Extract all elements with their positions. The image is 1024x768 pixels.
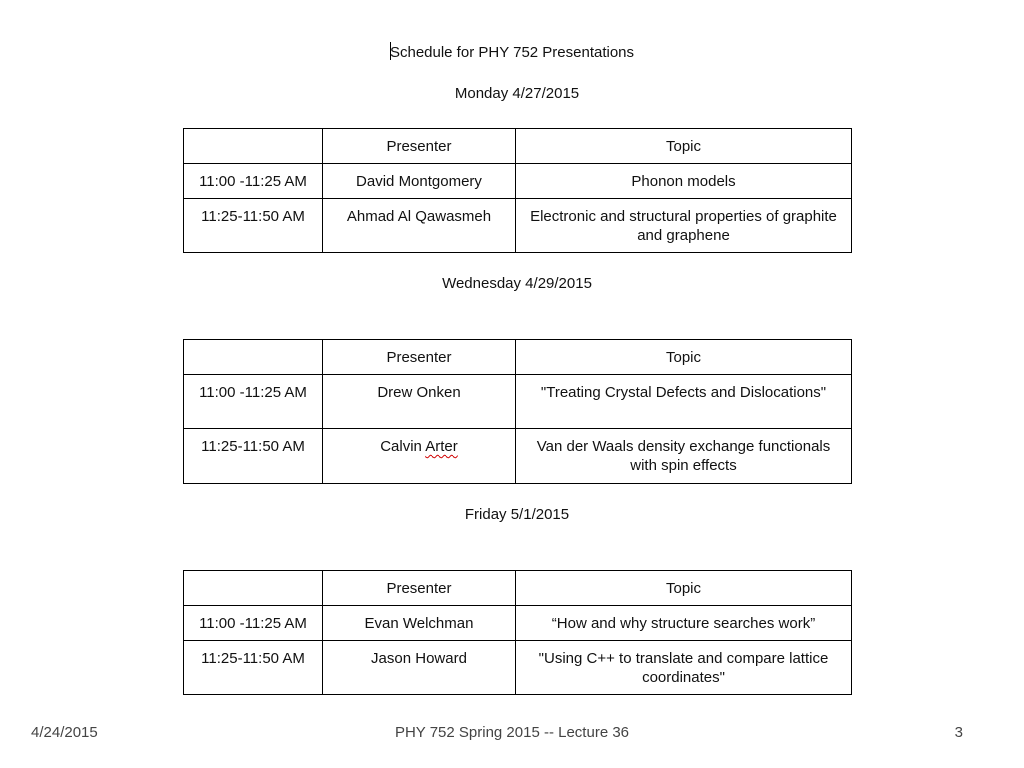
day-heading-monday: Monday 4/27/2015	[454, 85, 580, 102]
schedule-table-wednesday	[183, 339, 852, 484]
topic-cell: Van der Waals density exchange functionals with spin effects	[516, 429, 852, 484]
topic-column-header: Topic	[516, 129, 852, 164]
table-row	[184, 164, 852, 199]
presenter-cell	[323, 429, 516, 484]
presenter-last-name-spellcheck: Arter	[425, 438, 458, 455]
time-cell: 11:25-11:50 AM	[184, 641, 323, 695]
presenter-column-header: Presenter	[323, 129, 516, 164]
time-column-header	[184, 340, 323, 375]
document-title	[0, 42, 1024, 61]
day-heading-wednesday: Wednesday 4/29/2015	[442, 275, 592, 292]
table-header-row	[184, 571, 852, 606]
table-row	[184, 606, 852, 641]
time-cell: 11:00 -11:25 AM	[184, 164, 323, 199]
time-cell: 11:25-11:50 AM	[184, 429, 323, 484]
time-cell: 11:00 -11:25 AM	[184, 606, 323, 641]
table-row	[184, 641, 852, 695]
presenter-column-header: Presenter	[323, 571, 516, 606]
schedule-table-monday	[183, 128, 852, 253]
footer-page-number: 3	[954, 724, 963, 741]
topic-cell: “How and why structure searches work”	[516, 606, 852, 641]
time-column-header	[184, 571, 323, 606]
footer-date: 4/24/2015	[31, 724, 98, 741]
table-header-row	[184, 340, 852, 375]
table-row	[184, 429, 852, 484]
time-column-header	[184, 129, 323, 164]
presenter-cell: Ahmad Al Qawasmeh	[323, 199, 516, 253]
table-header-row	[184, 129, 852, 164]
topic-cell: Phonon models	[516, 164, 852, 199]
day-heading-friday: Friday 5/1/2015	[464, 506, 570, 523]
topic-cell: "Using C++ to translate and compare lattice coordinates"	[516, 641, 852, 695]
topic-column-header: Topic	[516, 340, 852, 375]
topic-cell: Electronic and structural properties of graphite and graphene	[516, 199, 852, 253]
presenter-cell: David Montgomery	[323, 164, 516, 199]
document-title-text: Schedule for PHY 752 Presentations	[389, 44, 635, 61]
footer-course: PHY 752 Spring 2015 -- Lecture 36	[394, 724, 630, 741]
topic-column-header: Topic	[516, 571, 852, 606]
schedule-table-friday	[183, 570, 852, 695]
time-cell: 11:25-11:50 AM	[184, 199, 323, 253]
presenter-cell: Jason Howard	[323, 641, 516, 695]
presenter-cell: Evan Welchman	[323, 606, 516, 641]
topic-cell: "Treating Crystal Defects and Dislocations"	[516, 375, 852, 429]
presenter-cell: Drew Onken	[323, 375, 516, 429]
presenter-first-name: Calvin	[380, 438, 422, 455]
table-row	[184, 375, 852, 429]
presenter-column-header: Presenter	[323, 340, 516, 375]
table-row	[184, 199, 852, 253]
time-cell: 11:00 -11:25 AM	[184, 375, 323, 429]
